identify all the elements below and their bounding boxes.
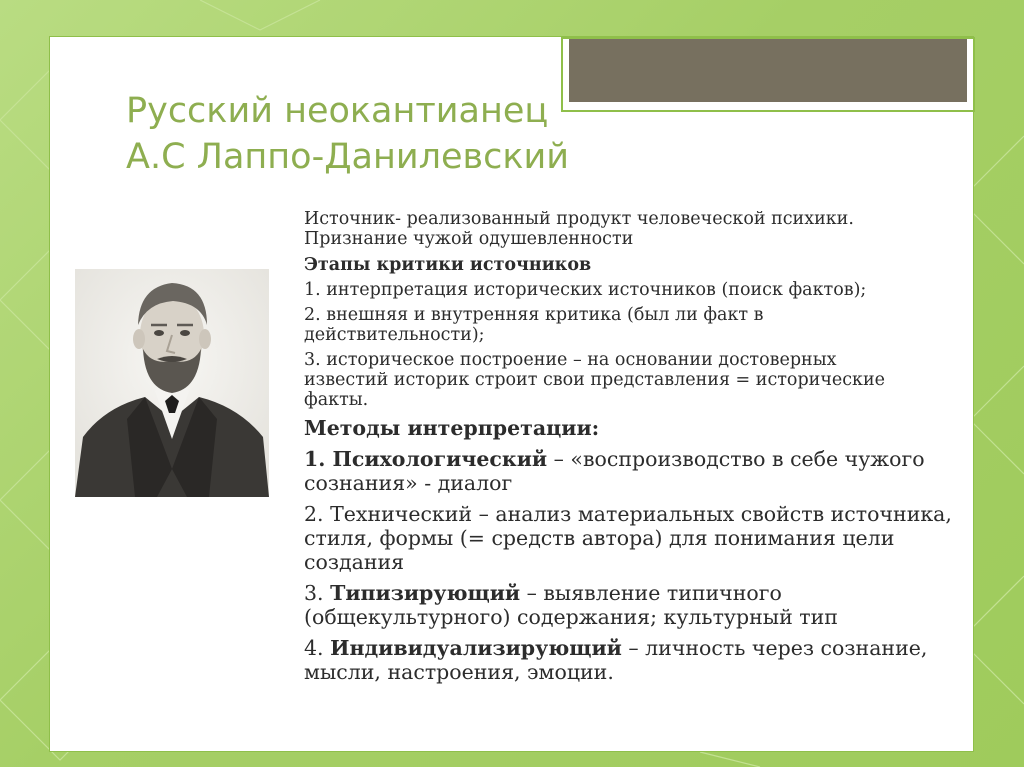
method-4-line1: 4. Индивидуализирующий – личность через сознание,	[304, 636, 928, 660]
stage-3-line1: 3. историческое построение – на основании достоверных	[304, 350, 837, 370]
source-definition-line1: Источник- реализованный продукт человеческой психики.	[304, 209, 854, 229]
method-1-line2: сознания» - диалог	[304, 471, 513, 495]
stage-2-line2: действительности);	[304, 325, 485, 345]
method-2-line3: создания	[304, 550, 405, 574]
source-definition-line2: Признание чужой одушевленности	[304, 229, 634, 249]
method-1-line1: 1. Психологический – «воспроизводство в себе чужого	[304, 447, 925, 471]
methods-heading: Методы интерпретации:	[304, 416, 600, 440]
stage-3-line3: факты.	[304, 390, 369, 410]
method-3-line2: (общекультурного) содержания; культурный тип	[304, 605, 838, 629]
portrait-photo	[75, 269, 269, 497]
stage-1: 1. интерпретация исторических источников (поиск фактов);	[304, 280, 867, 300]
slide-body	[304, 209, 964, 684]
method-3-line1: 3. Типизирующий – выявление типичного	[304, 581, 782, 605]
slide-title	[126, 88, 826, 180]
stage-3-line2: известий историк строит свои представления = исторические	[304, 370, 886, 390]
stages-heading: Этапы критики источников	[304, 255, 592, 275]
method-2-line1: 2. Технический – анализ материальных свойств источника,	[304, 502, 952, 526]
method-4-line2: мысли, настроения, эмоции.	[304, 660, 614, 684]
slide-title-line2: А.С Лаппо-Данилевский	[126, 137, 570, 177]
slide-title-line1: Русский неокантианец	[126, 91, 549, 131]
method-2-line2: стиля, формы (= средств автора) для понимания цели	[304, 526, 895, 550]
portrait-icon	[75, 269, 269, 497]
stage-2-line1: 2. внешняя и внутренняя критика (был ли факт в	[304, 305, 764, 325]
